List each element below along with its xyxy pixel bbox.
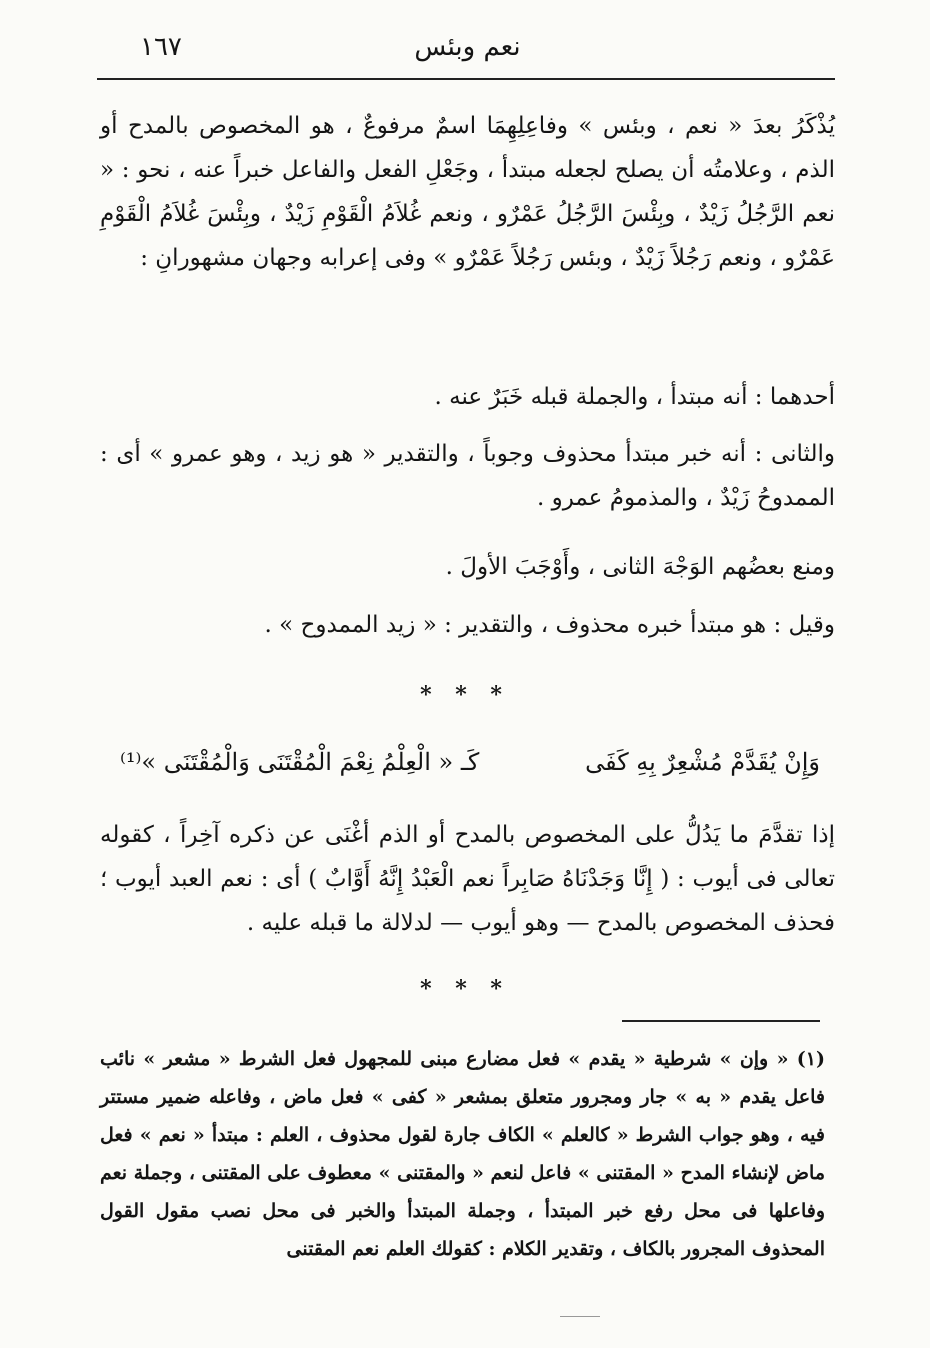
bottom-mark [560, 1316, 600, 1317]
page-header [100, 30, 835, 70]
section-divider-2: * * * [420, 976, 510, 1002]
paragraph-specified-noun: يُذْكَرُ بعدَ « نعم ، وبئس » وفاعِلِهِمَا اسمٌ مرفوعٌ ، هو المخصوص بالمدح أو الذم ، وعلامتُه أن يصلح لجعله مبتدأ ، وجَعْلِ الفعل والفاعل خبراً عنه ، نحو : « نعم الرَّجُلُ زَيْدٌ ، وبِئْسَ الرَّجُلُ عَمْرٌو ، ونعم غُلاَمُ الْقَوْمِ زَيْدٌ ، وبِئْسَ غُلاَمُ الْقَوْمِ عَمْرٌو ، ونعم رَجُلاً زَيْدٌ ، وبئس رَجُلاً عَمْرٌو » وفى إعرابه وجهان مشهورانِ : [100, 113, 835, 271]
header-rule [97, 78, 835, 80]
footnote: (١) « وإن » شرطية « يقدم » فعل مضارع مبنى للمجهول فعل الشرط « مشعر » نائب فاعل يقدم « به » جار ومجرور متعلق بمشعر « كفى » فعل ماض ، وفاعله ضمير مستتر فيه ، وهو جواب الشرط « كالعلم » الكاف جارة لقول محذوف ، العلم : مبتدأ « نعم » فعل ماض لإنشاء المدح « المقتنى » فاعل لنعم « والمقتنى » معطوف على المقتنى ، وجملة نعم وفاعلها فى محل رفع خبر المبتدأ ، وجملة المبتدأ والخبر فى محل نصب مقول القول المحذوف المجرور بالكاف ، وتقدير الكلام : كقولك العلم نعم المقتنى [100, 1048, 825, 1260]
footnote-rule [622, 1020, 820, 1022]
page-number: ١٦٧ [140, 32, 182, 62]
paragraph-omission: إذا تقدَّمَ ما يَدُلُّ على المخصوص بالمدح أو الذم أغْنَى عن ذكره آخِراً ، كقوله تعالى فى أيوب : ( إِنَّا وَجَدْنَاهُ صَابِراً نعم الْعَبْدُ إِنَّهُ أَوَّابٌ ) أى : نعم العبد أيوب ؛ فحذف المخصوص بالمدح — وهو أيوب — لدلالة ما قبله عليه . [100, 822, 835, 936]
paragraph-third-view: وقيل : هو مبتدأ خبره محذوف ، والتقدير : « زيد الممدوح » . [264, 612, 835, 638]
paragraph-rejection: ومنع بعضُهم الوَجْهَ الثانى ، وأَوْجَبَ الأولَ . [445, 554, 835, 580]
section-divider: * * * [420, 682, 510, 708]
running-title: نعم وبئس [414, 32, 521, 62]
verse-first-hemistich: وَإِنْ يُقَدَّمْ مُشْعِرٌ بِهِ كَفَى [585, 748, 820, 776]
paragraph-first-view: أحدهما : أنه مبتدأ ، والجملة قبله خَبَرٌ عنه . [434, 384, 835, 410]
verse-second-hemistich: كَـ « الْعِلْمُ نِعْمَ الْمُقْتَنَى وَالْمُقْتَنَى »⁽¹⁾ [120, 748, 480, 776]
paragraph-second-view: والثانى : أنه خبر مبتدأ محذوف وجوباً ، والتقدير « هو زيد ، وهو عمرو » أى : الممدوحُ زَيْدٌ ، والمذمومُ عمرو . [100, 441, 835, 511]
